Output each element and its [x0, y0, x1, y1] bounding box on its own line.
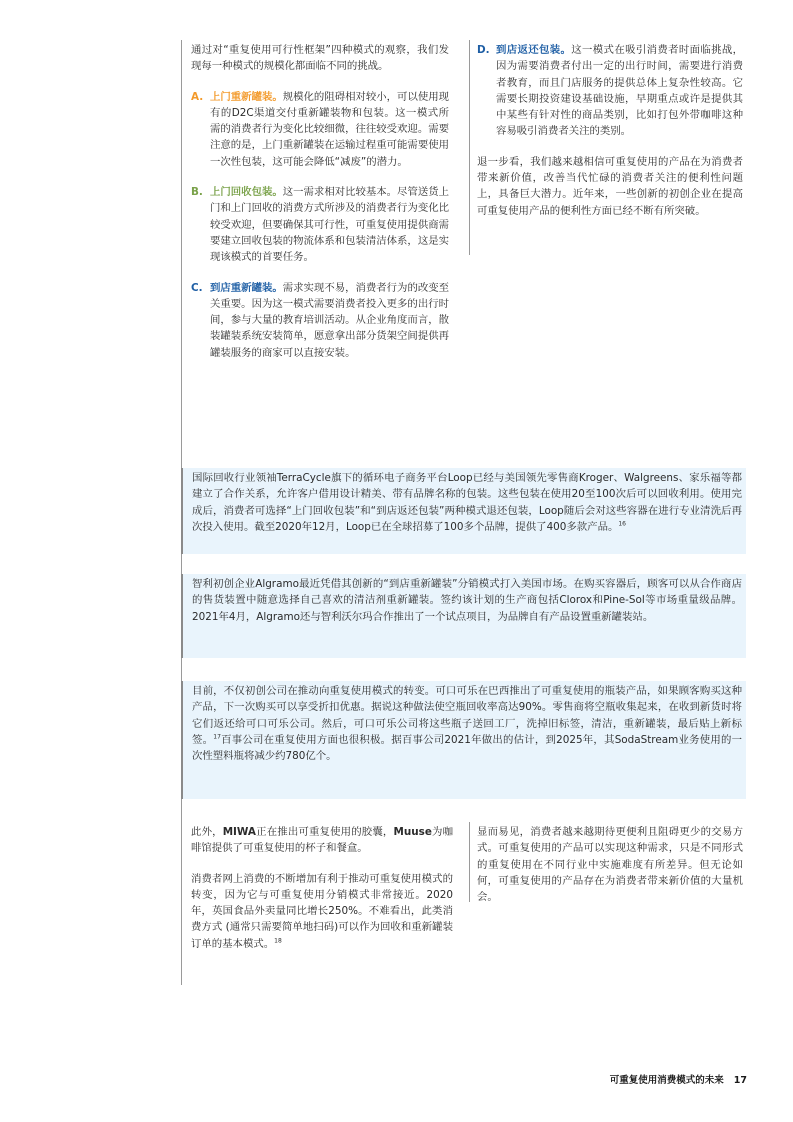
item-body: [210, 184, 449, 265]
item-body: [496, 42, 743, 140]
item-letter: A.: [191, 90, 204, 103]
case-text: [192, 683, 742, 764]
model-item-a: [191, 89, 449, 170]
footer-title: 可重复使用消费模式的未来: [609, 1075, 724, 1086]
left-column: [191, 42, 449, 375]
item-lead: 上门重新罐装。: [210, 90, 283, 103]
right-column: [477, 42, 743, 219]
page-number: 17: [733, 1075, 747, 1086]
online-consumption-paragraph: [191, 871, 453, 952]
case-body-continued: 百事公司在重复使用方面也很积极。据百事公司2021年做出的估计，到2025年，其SodaStream业务使用的一次性塑料瓶将减少约780亿个。: [192, 733, 742, 763]
case-text: [192, 470, 742, 535]
footnote-ref: 16: [618, 520, 626, 528]
model-item-c: [191, 280, 449, 361]
case-box-loop: [181, 468, 746, 554]
item-body: [210, 89, 449, 170]
item-lead: 到店重新罐装。: [210, 281, 283, 294]
model-item-b: [191, 184, 449, 265]
item-letter: D.: [477, 44, 490, 56]
item-letter: C.: [191, 281, 203, 294]
brand-muuse: Muuse: [393, 826, 432, 838]
text: 为咖啡馆提供了可重复使用的杯子和餐盒。: [191, 826, 454, 855]
miwa-paragraph: [191, 824, 453, 857]
case-body: 目前，不仅初创公司在推动向重复使用模式的转变。可口可乐在巴西推出了可重复使用的瓶装产品，如果顾客购买这种产品，下一次购买可以享受折扣优惠。据说这种做法使空瓶回收率高达90%。零售商将空瓶收集起来，在收到新货时将它们返还给可口可乐公司。然后，可口可乐公司将这些瓶子送回工厂，洗掉旧标签，清洁，重新罐装，最后贴上新标签。: [192, 685, 742, 746]
item-text: 规模化的阻碍相对较小，可以使用现有的D2C渠道交付重新罐装物和包装。这一模式所需的消费者行为变化比较细微，往往较受欢迎。需要注意的是，上门重新罐装在运输过程重可能需要使用一次性包装，这可能会降低“减废”的潜力。: [210, 90, 450, 168]
text: 消费者网上消费的不断增加有利于推动可重复使用模式的转变，因为它与可重复使用分销模式非常接近。2020年，英国食品外卖量同比增长250%。不难看出，此类消费方式 (通常只需要简单地扫码)可以作为回收和重新罐装订单的基本模式。: [191, 872, 453, 950]
case-box-algramo: [181, 574, 746, 658]
page-footer: [610, 1073, 747, 1089]
item-letter: B.: [191, 186, 203, 199]
item-body: [210, 280, 449, 361]
text: 此外，: [191, 826, 223, 838]
item-lead: 上门回收包装。: [210, 186, 283, 199]
item-lead: 到店返还包装。: [496, 44, 572, 56]
item-text: 需求实现不易，消费者行为的改变至关重要。因为这一模式需要消费者投入更多的出行时间，参与大量的教育培训活动。从企业角度而言，散装罐装系统安装简单，愿意拿出部分货架空间提供再罐装服务的商家可以直接安装。: [210, 281, 450, 359]
footnote-ref: 18: [274, 937, 282, 945]
bottom-left-column: [191, 824, 453, 952]
text: 正在推出可重复使用的胶囊，: [255, 826, 394, 838]
column-rule-middle-top: [469, 40, 470, 255]
case-box-cocacola: [181, 681, 746, 799]
item-text: 这一模式在吸引消费者时面临挑战，因为需要消费者付出一定的出行时间，需要进行消费者教育，而且门店服务的提供总体上复杂性较高。它需要长期投资建设基础设施，早期重点或许是提供其中某些有针对性的商品类别，比如打包外带咖啡这种容易吸引消费者关注的类别。: [496, 44, 744, 138]
item-text: 这一需求相对比较基本。尽管送货上门和上门回收的消费方式所涉及的消费者行为变化比较受欢迎，但要确保其可行性，可重复使用提供商需要建立回收包装的物流体系和包装清洁体系，这是实现该模式的首要任务。: [210, 186, 450, 264]
bottom-right-column: [477, 824, 743, 905]
case-body: 国际回收行业领袖TerraCycle旗下的循环电子商务平台Loop已经与美国领先零售商Kroger、Walgreens、家乐福等都建立了合作关系，允许客户借用设计精美、带有品牌名称的包装。这些包装在使用20至100次后可以回收利用。使用完成后，消费者可选择“上门回收包装”和“到店返还包装”两种模式退还包装，Loop随后会对这些容器在进行专业清洗后再次投入使用。截至2020年12月，Loop已在全球招募了100多个品牌，提供了400多款产品。: [192, 472, 742, 533]
brand-miwa: MIWA: [222, 826, 256, 838]
model-item-d: [477, 42, 743, 140]
conclusion-paragraph: 显而易见，消费者越来越期待更便利且阻碍更少的交易方式。可重复使用的产品可以实现这种需求，只是不同形式的重复使用在不同行业中实施难度有所差异。但无论如何，可重复使用的产品存在为消费者带来新价值的大量机会。: [477, 826, 743, 904]
case-text: 智利初创企业Algramo最近凭借其创新的“到店重新罐装”分销模式打入美国市场。在购买容器后，顾客可以从合作商店的售货装置中随意选择自己喜欢的清洁剂重新罐装。签约该计划的生产商包括Clorox和Pine-Sol等市场重量级品牌。2021年4月，Algramo还与智利沃尔玛合作推出了一个试点项目，为品牌自有产品设置重新罐装站。: [192, 578, 742, 623]
intro-paragraph: 通过对“重复使用可行性框架”四种模式的观察，我们发现每一种模式的规模化都面临不同的挑战。: [191, 44, 449, 73]
footnote-ref: 17: [213, 733, 221, 741]
perspective-paragraph: 退一步看，我们越来越相信可重复使用的产品在为消费者带来新价值，改善当代忙碌的消费者关注的便利性问题上，具备巨大潜力。近年来，一些创新的初创企业在提高可重复使用产品的便利性方面已经不断有所突破。: [477, 155, 743, 217]
column-rule-middle-bottom: [469, 822, 470, 902]
